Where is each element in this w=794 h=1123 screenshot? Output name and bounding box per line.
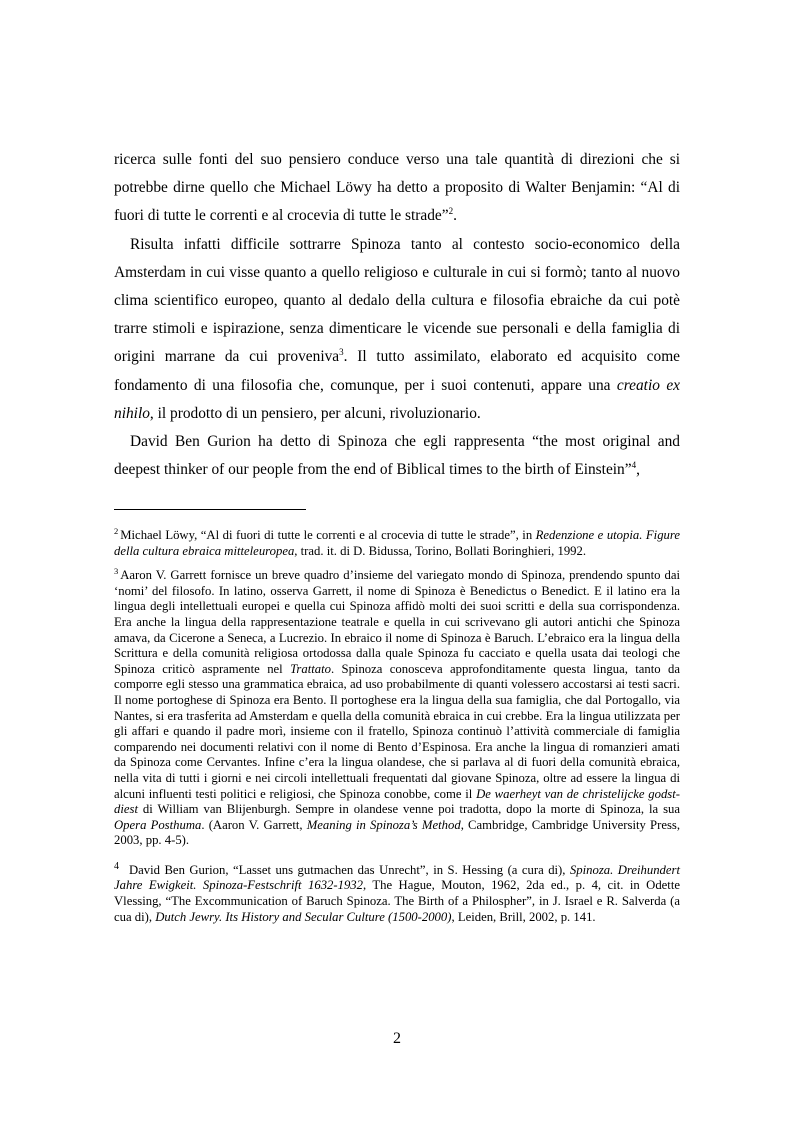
footnote-number: 4 — [114, 860, 119, 872]
footnotes — [114, 525, 681, 934]
footnote-ref-3[interactable]: 3 — [339, 347, 344, 358]
page-number: 2 — [393, 1030, 401, 1047]
footnote-number: 2 — [114, 525, 119, 536]
footnote-2: $^2$ Michael Löwy, “Al di fuori di tutte le correnti e al crocevia di tutte le strade”, in Redenzione e utopia. Figure della cultura ebraica mitteleuropea, trad. it. di D. Bidussa, Torino, Bollati Boringhieri, 1992. — [114, 525, 680, 558]
main-text — [114, 146, 680, 484]
footnote-ref-4[interactable]: 4 — [631, 460, 637, 471]
footnote-ref-2[interactable]: 2 — [448, 206, 454, 217]
paragraph-3: David Ben Gurion ha detto di Spinoza che egli rappresenta “the most original and deepest thinker of our people from the end of Biblical times to the birth of Einstein”$^4$, — [114, 433, 680, 479]
footnote-separator — [114, 509, 306, 510]
footnote-number: 3 — [114, 565, 119, 576]
footnote-4: $^4$ David Ben Gurion, “Lasset uns gutmachen das Unrecht”, in S. Hessing (a cura di), Spinoza. Dreihundert Jahre Ewigkeit. Spinoza-Festschrift 1632-1932, The Hague, Mouton, 1962, 2da ed., p. 4, cit. in Odette Vlessing, “The Excommunication of Baruch Spinoza. The Birth of a Philospher”, in J. Israel e R. Salverda (a cua di), Dutch Jewry. Its History and Secular Culture (1500-2000), Leiden, Brill, 2002, p. 141. — [114, 860, 680, 924]
paragraph-2: Risulta infatti difficile sottrarre Spinoza tanto al contesto socio-economico della Amsterdam in cui visse quanto a quello religioso e culturale in cui si formò; tanto al nuovo clima scientifico europeo, quanto al dedalo della cultura e filosofia ebraiche da cui potè trarre stimoli e ispirazione, senza dimenticare le vicende sue personali e della famiglia di origini marrane da cui proveniva$^3$. Il tutto assimilato, elaborato ed acquisito come fondamento di una filosofia che, comunque, per i suoi contenuti, appare una creatio ex nihilo, il prodotto di un pensiero, per alcuni, rivoluzionario. — [114, 235, 680, 422]
paragraph-1: ricerca sulle fonti del suo pensiero conduce verso una tale quantità di direzioni che si potrebbe dirne quello che Michael Löwy ha detto a proposito di Walter Benjamin: “Al di fuori di tutte le correnti e al crocevia di tutte le strade”$^2$. — [114, 151, 680, 225]
footnote-3: $^3$ Aaron V. Garrett fornisce un breve quadro d’insieme del variegato mondo di Spinoza, prendendo spunto dai ‘nomi’ del filosofo. In latino, osserva Garrett, il nome di Spinoza è Benedictus o Benedict. E il latino era la lingua degli intellettuali europei e quella cui Spinoza affidò molti dei suoi scritti e della sua corrispondenza. Era anche la lingua della rappresentazione teatrale e quella in cui scrivevano gli autori antichi che Spinoza amava, da Cicerone a Seneca, a Lucrezio. In ebraico il nome di Spinoza è Baruch. L’ebraico era la lingua della Scrittura e della comunità religiosa ortodossa dalla quale Spinoza fu cacciato e quella usata dai teologi che Spinoza criticò aspramente nel Trattato. Spinoza conosceva approfonditamente questa lingua, tanto da comporre egli stesso una grammatica ebraica, ad uso probabilmente di quanti volessero accostarsi ai testi sacri. Il nome portoghese di Spinoza era Bento. Il portoghese era la lingua della sua famiglia, che dal Portogallo, via Nantes, si era trasferita ad Amsterdam e quella della comunità ebraica in cui crebbe. Era la lingua utilizzata per gli affari e quando il padre morì, insieme con il fratello, Spinoza continuò l’attività commerciale di famiglia comparendo nei documenti relativi con il nome di Bento d’Espinosa. Era anche la lingua di romanzieri amati da Spinoza come Cervantes. Infine c’era la lingua olandese, che si parlava al di fuori della comunità ebraica, nella vita di tutti i giorni e nei circoli intellettuali frequentati dal giovane Spinoza, oltre ad essere la lingua di alcuni influenti testi politici e religiosi, che Spinoza conobbe, come il De waerheyt van de christelijcke godst-diest di William van Blijenburgh. Sempre in olandese venne poi tradotta, dopo la morte di Spinoza, la sua Opera Posthuma. (Aaron V. Garrett, Meaning in Spinoza’s Method, Cambridge, Cambridge University Press, 2003, pp. 4-5). — [114, 565, 681, 848]
